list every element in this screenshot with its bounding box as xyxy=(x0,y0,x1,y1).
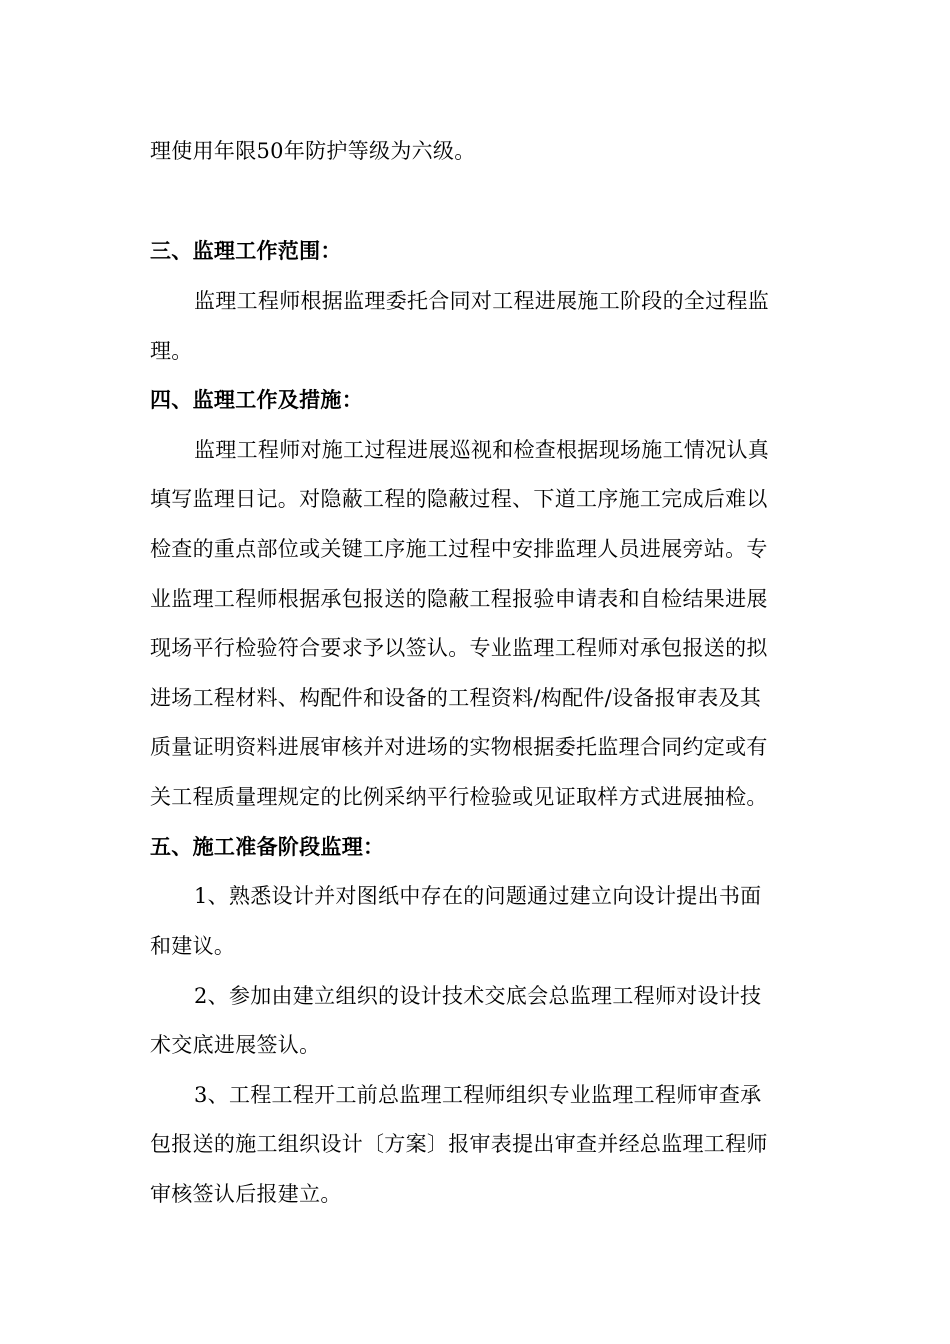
list-item-line: 3、工程工程开工前总监理工程师组织专业监理工程师审查承 xyxy=(194,1083,762,1107)
list-item-line: 术交底进展签认。 xyxy=(150,1033,321,1057)
list-item-line: 包报送的施工组织设计〔方案〕报审表提出审查并经总监理工程师 xyxy=(150,1132,768,1156)
paragraph-line: 填写监理日记。对隐蔽工程的隐蔽过程、下道工序施工完成后难以 xyxy=(150,487,768,511)
section-heading-scope: 三、监理工作范围： xyxy=(150,238,342,263)
paragraph-line: 理使用年限50年防护等级为六级。 xyxy=(150,139,476,163)
paragraph-line: 业监理工程师根据承包报送的隐蔽工程报验申请表和自检结果进展 xyxy=(150,587,768,611)
section-heading-preparation: 五、施工准备阶段监理： xyxy=(150,834,385,859)
list-item-line: 审核签认后报建立。 xyxy=(150,1182,342,1206)
paragraph-line: 检查的重点部位或关键工序施工过程中安排监理人员进展旁站。专 xyxy=(150,537,768,561)
paragraph-line: 质量证明资料进展审核并对进场的实物根据委托监理合同约定或有 xyxy=(150,735,768,759)
paragraph-line: 现场平行检验符合要求予以签认。专业监理工程师对承包报送的拟 xyxy=(150,636,768,660)
section-heading-measures: 四、监理工作及措施： xyxy=(150,387,363,412)
list-item-line: 1、熟悉设计并对图纸中存在的问题通过建立向设计提出书面 xyxy=(194,884,762,908)
paragraph-line: 监理工程师根据监理委托合同对工程进展施工阶段的全过程监 xyxy=(194,289,770,313)
paragraph-line: 监理工程师对施工过程进展巡视和检查根据现场施工情况认真 xyxy=(194,438,770,462)
list-item-line: 和建议。 xyxy=(150,934,236,958)
paragraph-line: 理。 xyxy=(150,339,193,363)
paragraph-line: 进场工程材料、构配件和设备的工程资料/构配件/设备报审表及其 xyxy=(150,686,762,710)
paragraph-line: 关工程质量理规定的比例采纳平行检验或见证取样方式进展抽检。 xyxy=(150,785,768,809)
list-item-line: 2、参加由建立组织的设计技术交底会总监理工程师对设计技 xyxy=(194,984,762,1008)
